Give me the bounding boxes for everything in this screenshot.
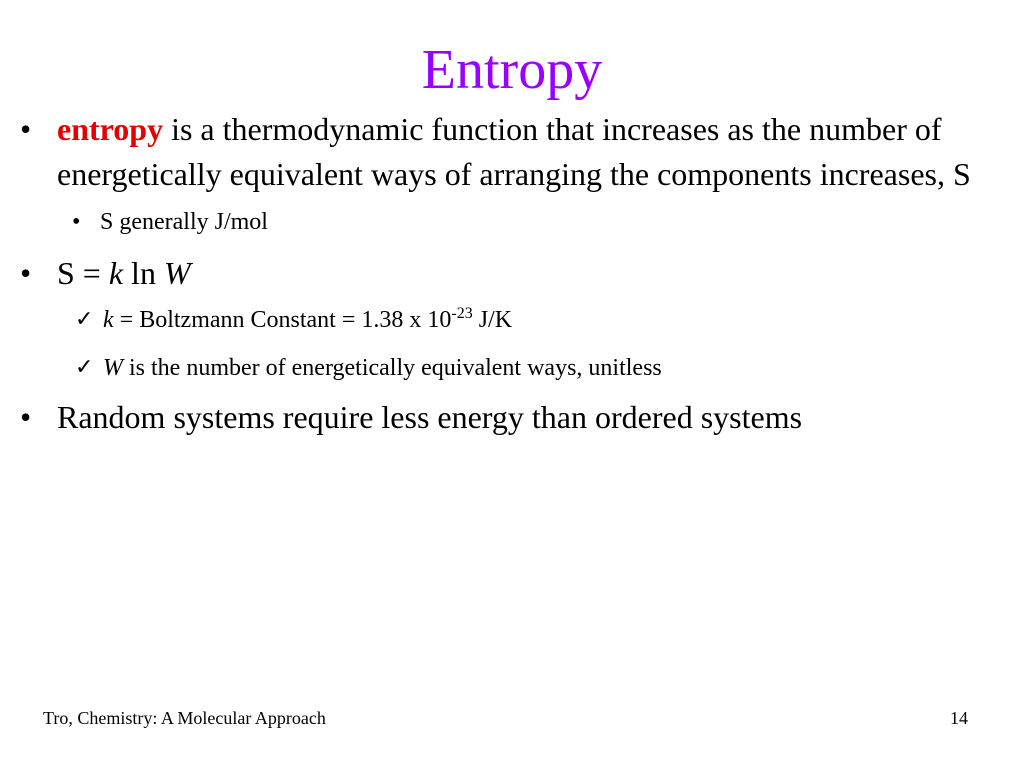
check-item-w (20, 350, 1005, 386)
units-text: S generally J/mol (100, 209, 268, 235)
random-systems-text: Random systems require less energy than ordered systems (57, 399, 803, 435)
boltzmann-text: = Boltzmann Constant = 1.38 x 10 (113, 307, 452, 333)
bullet-icon: • (20, 255, 32, 291)
check-mark-icon: ✓ (75, 355, 94, 380)
footer-page-number: 14 (950, 708, 968, 728)
w-symbol: W (103, 355, 123, 381)
boltzmann-exponent: -23 (451, 305, 473, 322)
term-entropy: entropy (57, 111, 164, 147)
equation-ln: ln (123, 255, 164, 291)
bullet-random-systems (20, 395, 1005, 440)
slide-title: Entropy (421, 39, 603, 101)
footer-source: Tro, Chemistry: A Molecular Approach (43, 708, 326, 728)
bullet-entropy-definition (20, 107, 1005, 197)
bullet-icon: • (72, 209, 81, 235)
equation-s: S = (57, 255, 109, 291)
equation-w: W (163, 255, 191, 291)
bullet-equation (20, 251, 1005, 296)
boltzmann-unit: J/K (472, 307, 513, 333)
slide-content (20, 103, 1005, 440)
boltzmann-k: k (103, 307, 114, 333)
w-definition-text: is the number of energetically equivalent ways, unitless (123, 355, 662, 381)
sub-bullet-units (20, 204, 1005, 240)
check-item-boltzmann (20, 302, 1005, 338)
equation-k: k (108, 255, 124, 291)
check-mark-icon: ✓ (75, 307, 94, 332)
bullet-icon: • (20, 111, 32, 147)
entropy-definition-text: is a thermodynamic function that increases as the number of energetically equivalent ways of arranging the components increases, S (57, 111, 971, 192)
bullet-icon: • (20, 399, 32, 435)
